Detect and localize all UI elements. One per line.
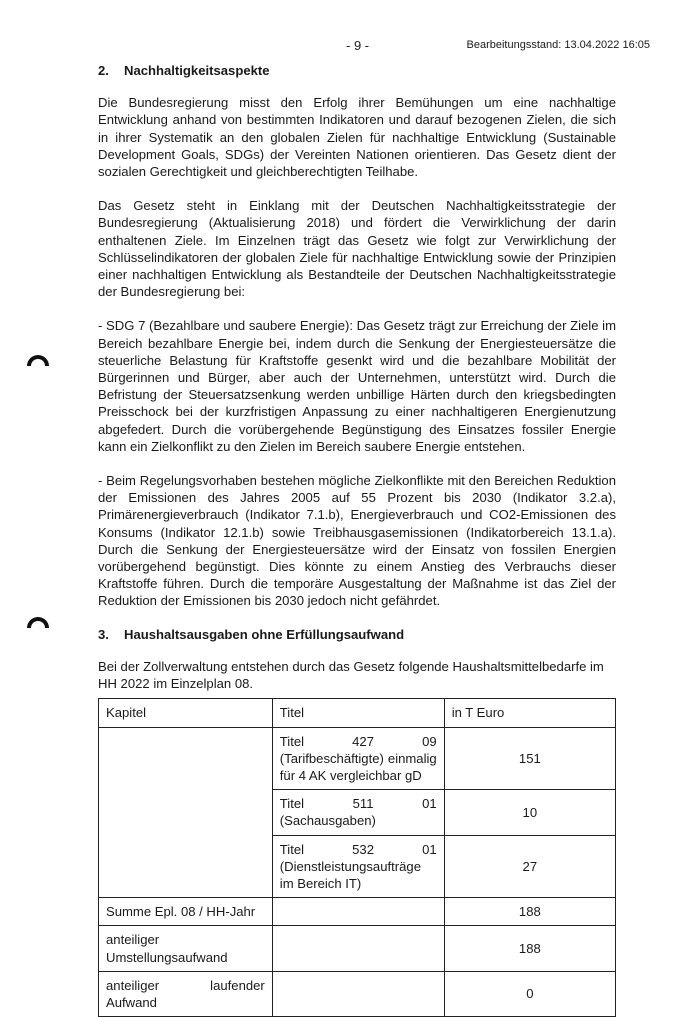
table-intro: Bei der Zollverwaltung entstehen durch das Gesetz folgende Haushaltsmittelbedarfe im HH 2022 im Einzelplan 08. <box>98 658 604 692</box>
table-row <box>99 971 616 1016</box>
titel-cell: Titel 532 01 (Dienstleistungsaufträge im Bereich IT) <box>272 835 444 898</box>
paragraph-sdg7: - SDG 7 (Bezahlbare und saubere Energie): Das Gesetz trägt zur Erreichung der Ziele im Bereich bezahlbare Energie bei, indem durch die Senkung der Energiesteuersätze die steuerliche Belastung für Kraftstoffe gesenkt wird und die bezahlbare Mobilität der Bürgerinnen und Bürger, aber auch der Unternehmen, unterstützt wird. Durch die Befristung der Steuersatzsenkung werden unbillige Härten durch den kriegsbedingten Preisschock bei der kurzfristigen Anpassung zu einer nachhaltigeren Energienutzung abgefedert. Durch die vorübergehende Begünstigung des Einsatzes fossiler Energie kann ein Zielkonflikt zu den Zielen im Bereich saubere Energie entstehen. <box>98 318 616 454</box>
amount-cell: 0 <box>444 971 615 1016</box>
amount-cell: 10 <box>444 790 615 835</box>
page-number: - 9 - <box>346 38 370 53</box>
titel-cell: Titel 427 09 (Tarifbeschäftigte) einmalig für 4 AK vergleichbar gD <box>272 727 444 790</box>
edit-status: Bearbeitungsstand: 13.04.2022 16:05 <box>466 39 650 51</box>
section-number: 3. <box>98 626 109 642</box>
margin-arc-mark <box>27 617 49 628</box>
table-header-row <box>99 699 616 727</box>
section-number: 2. <box>98 63 109 78</box>
header-cell-amount: in T Euro <box>444 699 615 727</box>
amount-cell: 188 <box>444 926 615 971</box>
page-header <box>0 38 700 58</box>
paragraph-zielkonflikte: - Beim Regelungsvorhaben bestehen mögliche Zielkonflikte mit den Bereichen Reduktion der Emissionen des Jahres 2005 auf 55 Prozent bis 2030 (Indikator 3.2.a), Primärenergieverbrauch (Indikator 7.1.b), Energieverbrauch und CO2-Emissionen des Konsums (Indikator 12.1.b) sowie Treibhausgasemissionen (Indikatorbereich 13.1.a). Durch die Senkung der Energiesteuersätze wird der Einsatz von fossilen Energien vorübergehend begünstigt. Dies könnte zu einem Anstieg des Verbrauchs dieser Kraftstoffe führen. Durch die temporäre Ausgestaltung der Maßnahme ist das Ziel der Reduktion der Emissionen bis 2030 jedoch nicht gefährdet. <box>98 473 616 609</box>
paragraph: Die Bundesregierung misst den Erfolg ihrer Bemühungen um eine nachhaltige Entwicklung anhand von bestimmten Indikatoren und darauf bezogenen Zielen, die sich in ihrer Systematik an den globalen Zielen für nachhaltige Entwicklung (Sustainable Development Goals, SDGs) der Vereinten Nationen orientieren. Das Gesetz dient der sozialen Gerechtigkeit und gleichberechtigten Teilhabe. <box>98 95 616 180</box>
kapitel-cell: anteiliger Umstellungsaufwand <box>99 926 273 971</box>
titel-cell-empty <box>272 971 444 1016</box>
titel-cell: Titel 511 01 (Sachausgaben) <box>272 790 444 835</box>
margin-arc-mark <box>27 355 49 366</box>
table-row-sum <box>99 898 616 926</box>
kapitel-cell: anteiliger laufender Aufwand <box>99 971 273 1016</box>
amount-cell: 188 <box>444 898 615 926</box>
section-3-heading <box>98 626 616 643</box>
titel-cell-empty <box>272 898 444 926</box>
table-row <box>99 727 616 790</box>
section-title: Nachhaltigkeitsaspekte <box>124 63 270 78</box>
header-cell-kapitel: Kapitel <box>99 699 273 727</box>
section-title: Haushaltsausgaben ohne Erfüllungsaufwand <box>124 626 405 642</box>
kapitel-cell: Summe Epl. 08 / HH-Jahr <box>99 898 273 926</box>
amount-cell: 151 <box>444 727 615 790</box>
kapitel-cell-empty <box>99 727 273 898</box>
paragraph: Das Gesetz steht in Einklang mit der Deutschen Nachhaltigkeitsstrategie der Bundesregierung (Aktualisierung 2018) und fördert die Verwirklichung der darin enthaltenen Ziele. Im Einzelnen trägt das Gesetz wie folgt zur Verwirklichung der Schlüsselindikatoren der globalen Ziele für nachhaltige Entwicklung sowie der Prinzipien einer nachhaltigen Entwicklung als Bestandteile der Deutschen Nachhaltigkeitsstrategie der Bundesregierung bei: <box>98 198 616 300</box>
section-2-heading <box>98 62 616 79</box>
header-cell-titel: Titel <box>272 699 444 727</box>
document-body <box>98 62 616 1017</box>
table-row <box>99 926 616 971</box>
titel-cell-empty <box>272 926 444 971</box>
budget-table <box>98 698 616 1017</box>
amount-cell: 27 <box>444 835 615 898</box>
